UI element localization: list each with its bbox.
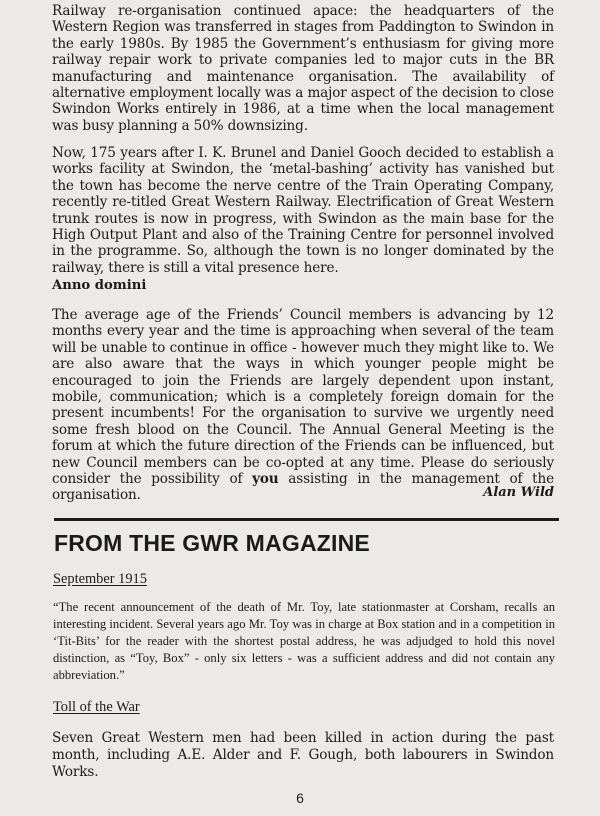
anno-domini-emphasis: you — [252, 471, 279, 488]
september-1915-quote: “The recent announcement of the death of Mr. Toy, late stationmaster at Corsham, recalls an interesting incident. Several years ago Mr. Toy was in charge at Box station and in a competition in ‘Tit-Bits’ for the reader with the shortest postal address, he was adjudged to hold this novel distinction, as “Toy, Box” - only six letters - was a sufficient address and did not contain any abbreviation.” — [53, 600, 555, 682]
section-divider — [54, 518, 559, 521]
author-signature: Alan Wild — [483, 485, 554, 500]
anno-domini-text-end: assisting in the management of the organisation. — [52, 471, 554, 504]
paragraph-swindon-today: Now, 175 years after I. K. Brunel and Daniel Gooch decided to establish a works facility at Swindon, the ‘metal-bashing’ activity has vanished but the town has become the nerve centre of the Train Operating Company, recently re-titled Great Western Railway. Electrification of Great Western trunk routes is now in progress, with Swindon as the main base for the High Output Plant and also of the Training Centre for personnel involved in the programme. So, although the town is no longer dominated by the railway, there is still a vital presence here. — [52, 145, 554, 276]
gwr-magazine-title: FROM THE GWR MAGAZINE — [54, 530, 370, 556]
september-1915-heading: September 1915 — [53, 571, 147, 587]
paragraph-railway-reorganisation: Railway re-organisation continued apace: the headquarters of the Western Region was transferred in stages from Paddington to Swindon in the early 1980s. By 1985 the Government’s enthusiasm for giving more railway repair work to private companies led to major cuts in the BR manufacturing and maintenance organisation. The availability of alternative employment locally was a major aspect of the decision to close Swindon Works entirely in 1986, at a time when the local management was busy planning a 50% downsizing. — [52, 3, 554, 134]
paragraph-anno-domini — [52, 307, 554, 504]
toll-of-the-war-text: Seven Great Western men had been killed in action during the past month, including A.E. Alder and F. Gough, both labourers in Swindon Works. — [52, 730, 554, 780]
toll-of-the-war-heading: Toll of the War — [53, 699, 140, 715]
anno-domini-text-start: The average age of the Friends’ Council members is advancing by 12 months every year and the time is approaching when several of the team will be unable to continue in office - however much they might like to. We are also aware that the ways in which younger people might be encouraged to join the Friends are largely dependent upon instant, mobile, communication; which is a completely foreign domain for the present incumbents! For the organisation to survive we urgently need some fresh blood on the Council. The Annual General Meeting is the forum at which the future direction of the Friends can be influenced, but new Council members can be co-opted at any time. Please do seriously consider the possibility of — [52, 307, 554, 488]
anno-domini-heading: Anno domini — [52, 278, 147, 293]
page-number: 6 — [296, 790, 304, 806]
